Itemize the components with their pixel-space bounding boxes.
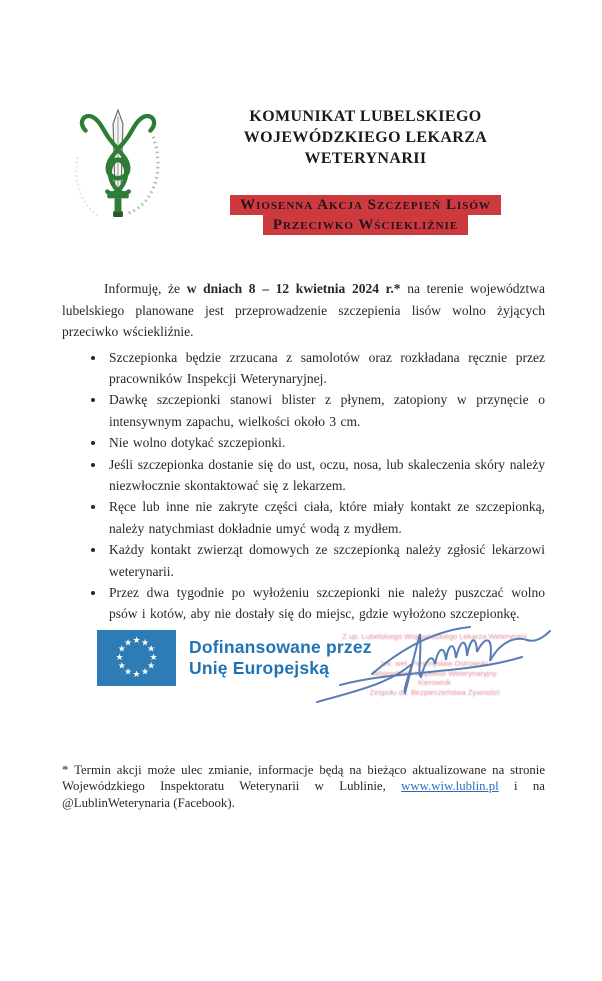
- list-item: • Nie wolno dotykać szczepionki.: [106, 432, 545, 453]
- instructions-list: [62, 347, 545, 625]
- svg-text:★: ★: [132, 669, 141, 680]
- list-item: • Jeśli szczepionka dostanie się do ust, oczu, nosa, lub skaleczenia skóry należy niezwłocznie skontaktować się z lekarzem.: [106, 454, 545, 497]
- wiw-lublin-link[interactable]: www.wiw.lublin.pl: [401, 779, 499, 794]
- vet-logo: [62, 106, 186, 235]
- campaign-banner: [186, 195, 545, 235]
- stamp-line-3: Wojewódzki Inspektor Weterynaryjny: [372, 668, 497, 678]
- title-line-1: KOMUNIKAT LUBELSKIEGO: [249, 108, 482, 125]
- list-item: • Ręce lub inne nie zakryte części ciała, które miały kontakt ze szczepionką, należy natychmiast dokładnie umyć wodą z mydłem.: [106, 496, 545, 539]
- svg-text:★: ★: [140, 638, 150, 649]
- signature-ink-icon: [312, 612, 557, 730]
- svg-text:★: ★: [149, 652, 158, 663]
- footnote-text-prefix: * Termin akcji może ulec zmianie, informacje będą na bieżąco aktualizowane na stronie Wojewódzkiego Inspektoratu Weterynarii w Lublinie,: [62, 762, 545, 794]
- stamp-line-5: Zespołu ds. Bezpieczeństwa Żywności: [369, 687, 500, 697]
- footnote-text-suffix: i na @LublinWeterynaria (Facebook).: [62, 779, 545, 810]
- list-item: • Dawkę szczepionki stanowi blister z płynem, zatopiony w przynęcie o intensywnym zapachu, wielkości około 3 cm.: [106, 389, 545, 432]
- bottom-row: [62, 628, 545, 746]
- svg-text:★: ★: [115, 652, 124, 663]
- eu-funding-label-line1: Dofinansowane przez: [189, 636, 372, 657]
- intro-text-prefix: Informuję, że: [104, 281, 181, 296]
- stamp-line-4: Kierownik: [418, 678, 451, 688]
- svg-text:★: ★: [117, 644, 126, 655]
- svg-text:★: ★: [123, 638, 133, 649]
- document-body: [62, 278, 545, 625]
- svg-text:★: ★: [140, 667, 150, 678]
- list-item: • Każdy kontakt zwierząt domowych ze szczepionką należy zgłosić lekarzowi weterynarii.: [106, 539, 545, 582]
- svg-text:★: ★: [123, 667, 133, 678]
- svg-text:★: ★: [147, 661, 156, 672]
- document-page: [0, 106, 602, 981]
- eu-funding-label-line2: Unię Europejską: [189, 657, 330, 678]
- banner-line-1: Wiosenna Akcja Szczepień Lisów: [230, 195, 501, 215]
- page-title: [186, 106, 545, 169]
- stamp-line-2: lek. wet. Przemysław Ostrowski: [381, 659, 488, 669]
- intro-text-suffix: na terenie województwa lubelskiego planowane jest przeprowadzenie szczepienia lisów wolno żyjących przeciwko wściekliźnie.: [62, 281, 545, 339]
- document-header: [62, 106, 545, 235]
- eu-flag-icon: [97, 630, 176, 686]
- banner-line-2: Przeciwko Wściekliźnie: [263, 215, 468, 235]
- stamp-line-1: Z up. Lubelskiego Wojewódzkiego Lekarza Weterynarii: [342, 631, 527, 641]
- footnote: [62, 762, 545, 812]
- svg-text:★: ★: [147, 644, 156, 655]
- vet-caduceus-icon: [64, 106, 172, 224]
- signature-block: [312, 612, 557, 730]
- list-item: • Przez dwa tygodnie po wyłożeniu szczepionki nie należy puszczać wolno psów i kotów, aby nie dostały się do miejsc, gdzie wyłożono szczepionkę.: [106, 582, 545, 625]
- svg-text:★: ★: [132, 635, 141, 646]
- header-text-column: [186, 106, 545, 235]
- list-item: • Szczepionka będzie zrzucana z samolotów oraz rozkładana ręcznie przez pracowników Inspekcji Weterynaryjnej.: [106, 347, 545, 390]
- title-line-2: WOJEWÓDZKIEGO LEKARZA WETERYNARII: [243, 129, 488, 167]
- intro-dates-bold: w dniach 8 – 12 kwietnia 2024 r.*: [186, 281, 401, 296]
- intro-paragraph: [62, 278, 545, 343]
- svg-text:★: ★: [117, 661, 126, 672]
